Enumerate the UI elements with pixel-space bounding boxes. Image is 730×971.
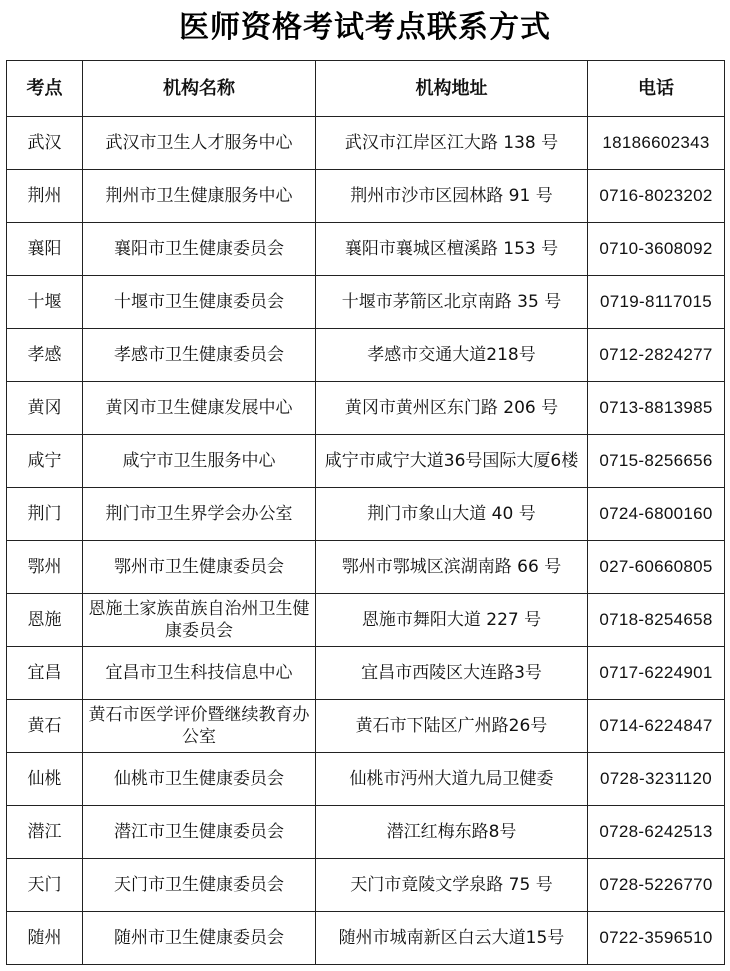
phone-cell: 027-60660805 [588,541,725,594]
table-row [7,223,725,276]
address-cell: 孝感市交通大道218号 [316,329,588,382]
site-cell: 随州 [7,912,83,965]
address-cell: 黄石市下陆区广州路26号 [316,700,588,753]
phone-cell: 0710-3608092 [588,223,725,276]
org-cell: 襄阳市卫生健康委员会 [83,223,316,276]
table-row [7,382,725,435]
table-row [7,276,725,329]
phone-cell: 0722-3596510 [588,912,725,965]
org-cell: 荆州市卫生健康服务中心 [83,170,316,223]
org-cell: 鄂州市卫生健康委员会 [83,541,316,594]
table-row [7,541,725,594]
org-cell: 潜江市卫生健康委员会 [83,806,316,859]
header-org: 机构名称 [83,61,316,117]
address-cell: 鄂州市鄂城区滨湖南路 66 号 [316,541,588,594]
site-cell: 鄂州 [7,541,83,594]
address-cell: 随州市城南新区白云大道15号 [316,912,588,965]
address-cell: 仙桃市沔州大道九局卫健委 [316,753,588,806]
table-header-row [7,61,725,117]
org-cell: 荆门市卫生界学会办公室 [83,488,316,541]
address-cell: 黄冈市黄州区东门路 206 号 [316,382,588,435]
org-cell: 恩施土家族苗族自治州卫生健康委员会 [83,594,316,647]
address-cell: 宜昌市西陵区大连路3号 [316,647,588,700]
table-row [7,912,725,965]
table-row [7,170,725,223]
site-cell: 天门 [7,859,83,912]
phone-cell: 0715-8256656 [588,435,725,488]
address-cell: 荆州市沙市区园林路 91 号 [316,170,588,223]
contacts-table [6,60,725,965]
phone-cell: 0717-6224901 [588,647,725,700]
table-row [7,806,725,859]
table-body [7,117,725,965]
phone-cell: 0713-8813985 [588,382,725,435]
org-cell: 随州市卫生健康委员会 [83,912,316,965]
address-cell: 襄阳市襄城区檀溪路 153 号 [316,223,588,276]
header-site: 考点 [7,61,83,117]
site-cell: 仙桃 [7,753,83,806]
header-phone: 电话 [588,61,725,117]
table-row [7,647,725,700]
org-cell: 黄冈市卫生健康发展中心 [83,382,316,435]
site-cell: 襄阳 [7,223,83,276]
address-cell: 天门市竟陵文学泉路 75 号 [316,859,588,912]
site-cell: 潜江 [7,806,83,859]
site-cell: 咸宁 [7,435,83,488]
phone-cell: 18186602343 [588,117,725,170]
table-row [7,329,725,382]
site-cell: 荆州 [7,170,83,223]
phone-cell: 0728-5226770 [588,859,725,912]
phone-cell: 0719-8117015 [588,276,725,329]
site-cell: 恩施 [7,594,83,647]
address-cell: 恩施市舞阳大道 227 号 [316,594,588,647]
phone-cell: 0718-8254658 [588,594,725,647]
site-cell: 黄冈 [7,382,83,435]
table-row [7,435,725,488]
table-row [7,700,725,753]
address-cell: 咸宁市咸宁大道36号国际大厦6楼 [316,435,588,488]
phone-cell: 0712-2824277 [588,329,725,382]
header-address: 机构地址 [316,61,588,117]
org-cell: 咸宁市卫生服务中心 [83,435,316,488]
table-row [7,117,725,170]
org-cell: 天门市卫生健康委员会 [83,859,316,912]
site-cell: 宜昌 [7,647,83,700]
phone-cell: 0724-6800160 [588,488,725,541]
phone-cell: 0728-3231120 [588,753,725,806]
org-cell: 黄石市医学评价暨继续教育办公室 [83,700,316,753]
table-row [7,753,725,806]
org-cell: 十堰市卫生健康委员会 [83,276,316,329]
phone-cell: 0714-6224847 [588,700,725,753]
site-cell: 十堰 [7,276,83,329]
site-cell: 黄石 [7,700,83,753]
site-cell: 武汉 [7,117,83,170]
document-title: 医师资格考试考点联系方式 [179,10,551,45]
org-cell: 宜昌市卫生科技信息中心 [83,647,316,700]
site-cell: 荆门 [7,488,83,541]
address-cell: 武汉市江岸区江大路 138 号 [316,117,588,170]
org-cell: 仙桃市卫生健康委员会 [83,753,316,806]
org-cell: 武汉市卫生人才服务中心 [83,117,316,170]
address-cell: 潜江红梅东路8号 [316,806,588,859]
org-cell: 孝感市卫生健康委员会 [83,329,316,382]
address-cell: 荆门市象山大道 40 号 [316,488,588,541]
address-cell: 十堰市茅箭区北京南路 35 号 [316,276,588,329]
table-row [7,488,725,541]
phone-cell: 0716-8023202 [588,170,725,223]
table-row [7,859,725,912]
site-cell: 孝感 [7,329,83,382]
table-row [7,594,725,647]
phone-cell: 0728-6242513 [588,806,725,859]
